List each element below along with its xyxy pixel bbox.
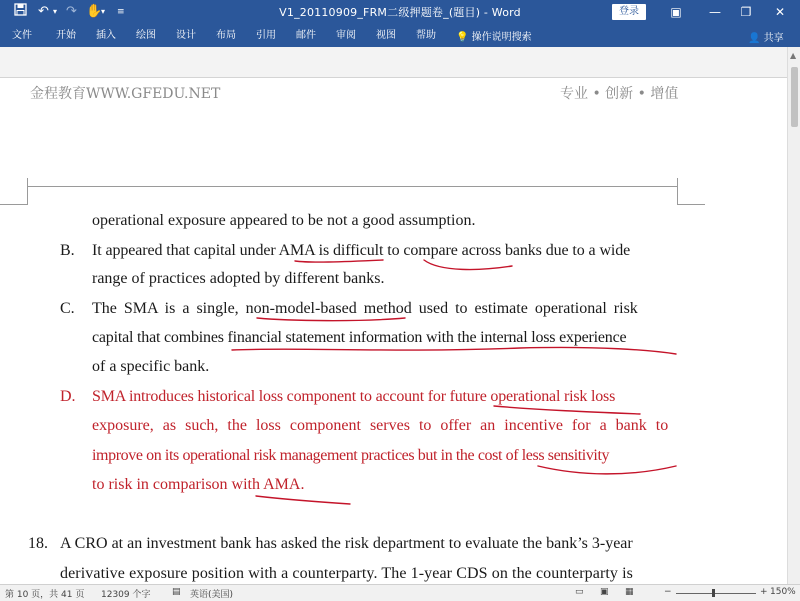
restore-icon[interactable]: ❐ bbox=[740, 5, 752, 19]
question-number: 18. bbox=[28, 535, 48, 552]
text-line: range of practices adopted by different banks. bbox=[92, 270, 385, 287]
text-line: The SMA is a single, non-model-based method used to estimate operational risk bbox=[92, 300, 638, 317]
zoom-out-button[interactable]: − bbox=[664, 587, 672, 597]
tab-home[interactable]: 开始 bbox=[56, 30, 76, 41]
text-line-answer: improve on its operational risk management practices but in the cost of less sensitivity bbox=[92, 447, 610, 464]
scroll-up-icon[interactable]: ▲ bbox=[790, 51, 797, 60]
option-letter: B. bbox=[60, 242, 75, 259]
share-button[interactable] bbox=[748, 29, 784, 44]
text-line-answer: SMA introduces historical loss component to account for future operational risk loss bbox=[92, 388, 616, 405]
window-title: V1_20110909_FRM二级押题卷_(题目) - Word bbox=[279, 6, 521, 19]
close-icon[interactable]: ✕ bbox=[774, 5, 786, 19]
text-line-answer: to risk in comparison with AMA. bbox=[92, 476, 305, 493]
zoom-level[interactable]: 150% bbox=[770, 587, 796, 597]
ribbon-collapsed-area bbox=[0, 47, 787, 78]
customize-toolbar-icon[interactable]: ≡ bbox=[117, 7, 125, 17]
text-line: operational exposure appeared to be not a good assumption. bbox=[92, 212, 476, 229]
word-count[interactable]: 12309 个字 bbox=[101, 590, 151, 600]
login-button[interactable]: 登录 bbox=[612, 4, 646, 20]
text-line: A CRO at an investment bank has asked the risk department to evaluate the bank’s 3-year bbox=[60, 535, 633, 552]
minimize-icon[interactable]: — bbox=[709, 5, 721, 19]
tab-layout[interactable]: 布局 bbox=[216, 30, 236, 41]
text-line: It appeared that capital under AMA is difficult to compare across banks due to a wide bbox=[92, 242, 631, 259]
option-letter: D. bbox=[60, 388, 76, 405]
page-header-right: 专业 • 创新 • 增值 bbox=[560, 86, 679, 102]
text-line-answer: exposure, as such, the loss component serves to offer an incentive for a bank to bbox=[92, 417, 669, 434]
text-line: of a specific bank. bbox=[92, 358, 210, 375]
tab-draw[interactable]: 绘图 bbox=[136, 30, 156, 41]
crop-mark bbox=[677, 178, 678, 205]
scrollbar-thumb[interactable] bbox=[791, 67, 798, 127]
touch-dropdown-icon[interactable]: ▾ bbox=[101, 7, 106, 16]
lightbulb-icon: 💡 bbox=[456, 32, 469, 43]
tab-references[interactable]: 引用 bbox=[256, 30, 276, 41]
tab-view[interactable]: 视图 bbox=[376, 30, 396, 41]
tab-insert[interactable]: 插入 bbox=[96, 30, 116, 41]
redo-icon[interactable]: ↷ bbox=[66, 4, 77, 19]
web-layout-icon[interactable]: ▦ bbox=[625, 587, 634, 597]
ribbon-display-options-icon[interactable]: ▣ bbox=[670, 5, 682, 19]
tab-mailings[interactable]: 邮件 bbox=[296, 30, 316, 41]
tab-design[interactable]: 设计 bbox=[176, 30, 196, 41]
zoom-slider-track[interactable] bbox=[676, 593, 756, 594]
page-count[interactable]: 第 10 页，共 41 页 bbox=[5, 590, 85, 600]
tab-help[interactable]: 帮助 bbox=[416, 30, 436, 41]
crop-mark bbox=[0, 204, 27, 205]
status-bar bbox=[0, 584, 800, 601]
title-bar bbox=[0, 0, 800, 25]
text-line: capital that combines financial statement information with the internal loss experience bbox=[92, 329, 627, 346]
page-header-left: 金程教育WWW.GFEDU.NET bbox=[30, 86, 221, 102]
zoom-slider-thumb[interactable] bbox=[712, 589, 715, 597]
vertical-scrollbar[interactable] bbox=[787, 47, 800, 584]
language-status[interactable]: 英语(美国) bbox=[190, 590, 234, 600]
zoom-in-button[interactable]: + bbox=[760, 587, 768, 597]
read-mode-icon[interactable]: ▭ bbox=[575, 587, 584, 597]
tell-me-label: 操作说明搜索 bbox=[471, 32, 532, 43]
person-icon: 👤 bbox=[748, 33, 761, 44]
proofing-icon[interactable]: ▤ bbox=[172, 587, 181, 597]
crop-mark bbox=[27, 178, 28, 205]
undo-icon[interactable]: ↶ bbox=[38, 4, 49, 19]
text-line: derivative exposure position with a counterparty. The 1-year CDS on the counterparty is bbox=[60, 565, 633, 582]
ribbon-tabs bbox=[0, 25, 800, 47]
undo-dropdown-icon[interactable]: ▾ bbox=[53, 7, 58, 16]
touch-mode-icon[interactable]: ✋ bbox=[86, 4, 103, 19]
tell-me-search[interactable] bbox=[456, 28, 532, 43]
print-layout-icon[interactable]: ▣ bbox=[600, 587, 609, 597]
crop-mark bbox=[678, 204, 705, 205]
tab-review[interactable]: 审阅 bbox=[336, 30, 356, 41]
tab-file[interactable]: 文件 bbox=[12, 30, 32, 41]
share-label: 共享 bbox=[763, 33, 784, 44]
option-letter: C. bbox=[60, 300, 75, 317]
header-rule bbox=[27, 186, 677, 187]
